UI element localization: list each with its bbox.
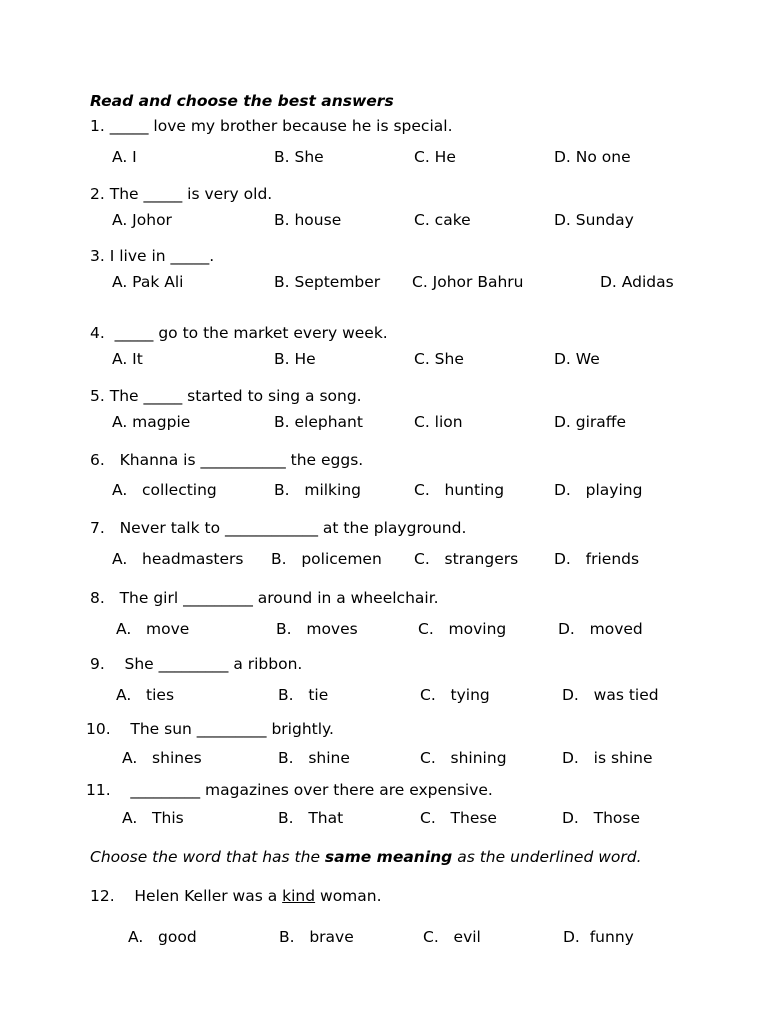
question-7-option-c: C. strangers [414,550,519,568]
question-7-text: Never talk to ____________ at the playground. [119,519,467,537]
question-11-option-c: C. These [420,809,497,827]
question-3-option-c: C. Johor Bahru [412,273,524,291]
question-10-option-a: A. shines [122,749,202,767]
question-11 [86,780,493,800]
question-9-option-b: B. tie [278,686,329,704]
question-3-text: I live in _____. [109,247,215,265]
question-11-number: 11. [86,781,111,799]
question-8 [90,588,439,608]
question-6 [90,450,363,470]
question-7 [90,518,466,538]
question-2-option-a: A. Johor [112,211,172,229]
question-6-text: Khanna is ___________ the eggs. [119,451,364,469]
question-9-option-a: A. ties [116,686,175,704]
question-2-option-c: C. cake [414,211,471,229]
question-8-option-d: D. moved [558,620,643,638]
question-8-text: The girl _________ around in a wheelchair. [119,589,439,607]
question-9-option-c: C. tying [420,686,490,704]
question-4-text: _____ go to the market every week. [114,324,388,342]
question-5-option-c: C. lion [414,413,463,431]
question-1-option-a: A. I [112,148,137,166]
question-1-text: _____ love my brother because he is special. [109,117,453,135]
question-6-option-d: D. playing [554,481,643,499]
question-12-option-a: A. good [128,928,197,946]
question-7-option-d: D. friends [554,550,640,568]
question-12-option-d: D. funny [563,928,634,946]
question-12-option-c: C. evil [423,928,481,946]
question-6-number: 6. [90,451,105,469]
question-11-text: _________ magazines over there are expensive. [130,781,493,799]
question-12-number: 12. [90,887,115,905]
question-12-pre: Helen Keller was a [134,887,283,905]
question-1-option-d: D. No one [554,148,631,166]
question-11-option-a: A. This [122,809,184,827]
question-8-number: 8. [90,589,105,607]
question-2-text: The _____ is very old. [109,185,273,203]
question-8-option-b: B. moves [276,620,358,638]
question-1-number: 1. [90,117,105,135]
question-4-option-b: B. He [274,350,316,368]
question-3 [90,246,214,266]
question-5-text: The _____ started to sing a song. [109,387,362,405]
question-7-option-a: A. headmasters [112,550,244,568]
question-10-text: The sun _________ brightly. [130,720,334,738]
question-6-option-a: A. collecting [112,481,217,499]
question-7-option-b: B. policemen [271,550,382,568]
question-9-text: She _________ a ribbon. [124,655,303,673]
question-3-option-a: A. Pak Ali [112,273,184,291]
question-10 [86,719,334,739]
question-8-option-c: C. moving [418,620,507,638]
question-12-post: woman. [315,887,382,905]
question-4-option-a: A. It [112,350,143,368]
heading2-pre: Choose the word that has the [90,848,325,866]
question-2-number: 2. [90,185,105,203]
question-8-option-a: A. move [116,620,190,638]
question-4-number: 4. [90,324,105,342]
question-12 [90,886,382,906]
question-10-option-d: D. is shine [562,749,653,767]
question-7-number: 7. [90,519,105,537]
question-6-option-b: B. milking [274,481,361,499]
question-10-option-b: B. shine [278,749,350,767]
question-1 [90,116,453,136]
question-2-option-b: B. house [274,211,342,229]
underlined-word: kind [282,887,316,905]
question-4 [90,323,388,343]
question-5-option-d: D. giraffe [554,413,627,431]
question-5-option-a: A. magpie [112,413,191,431]
question-11-option-b: B. That [278,809,344,827]
section-heading-1: Read and choose the best answers [90,92,394,110]
question-2 [90,184,272,204]
section-heading-2 [90,847,642,867]
question-4-option-d: D. We [554,350,600,368]
question-10-number: 10. [86,720,111,738]
question-3-option-b: B. September [274,273,381,291]
question-9-option-d: D. was tied [562,686,659,704]
question-9 [90,654,302,674]
question-11-option-d: D. Those [562,809,641,827]
question-12-option-b: B. brave [279,928,354,946]
question-4-option-c: C. She [414,350,464,368]
heading2-post: as the underlined word. [452,848,642,866]
question-2-option-d: D. Sunday [554,211,634,229]
question-10-option-c: C. shining [420,749,507,767]
question-5-option-b: B. elephant [274,413,363,431]
question-5 [90,386,362,406]
question-5-number: 5. [90,387,105,405]
question-9-number: 9. [90,655,105,673]
question-6-option-c: C. hunting [414,481,505,499]
question-3-option-d: D. Adidas [600,273,674,291]
question-1-option-b: B. She [274,148,324,166]
heading2-bold: same meaning [324,848,453,866]
question-3-number: 3. [90,247,105,265]
question-1-option-c: C. He [414,148,456,166]
